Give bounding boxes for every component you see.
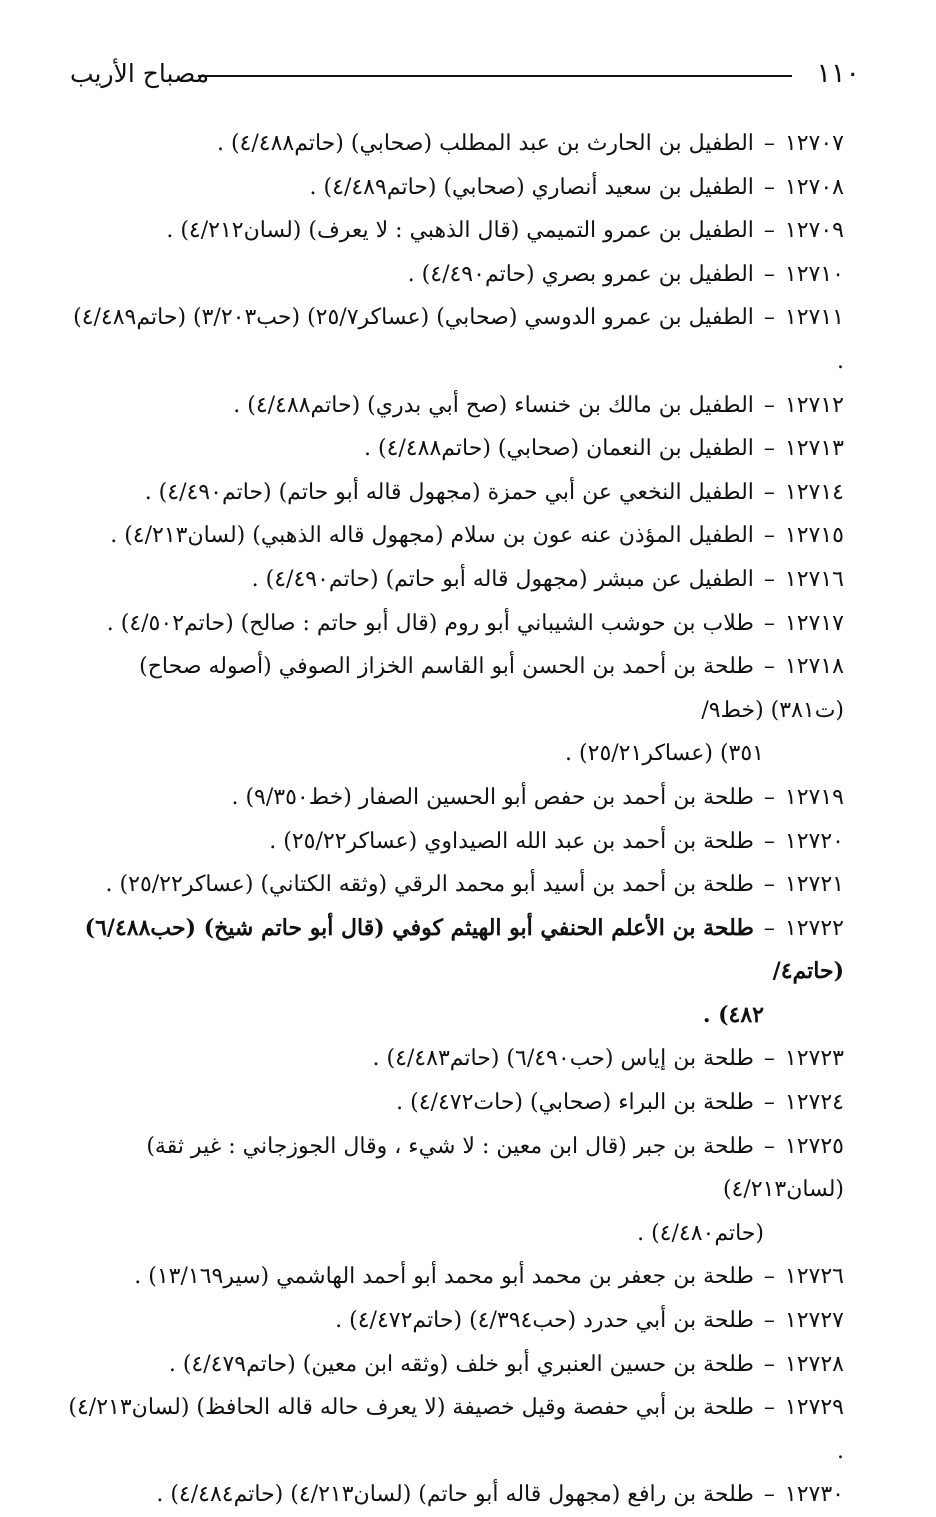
entry-number: ١٢٧٢٢ — [784, 915, 844, 941]
entry — [64, 1473, 844, 1517]
entry — [64, 1081, 844, 1125]
entry-number: ١٢٧٢٧ — [784, 1308, 844, 1334]
entry-dash: – — [763, 828, 775, 854]
entry — [64, 863, 844, 907]
entry-dash: – — [763, 915, 775, 941]
entry-text: طلحة بن حسين العنبري أبو خلف (وثقه ابن معين) (حاتم٤/٤٧٩) . — [168, 1351, 754, 1377]
entry-dash: – — [763, 218, 775, 244]
entry-number: ١٢٧٢١ — [784, 872, 844, 898]
entry-number: ١٢٧١٥ — [784, 523, 844, 549]
entry-dash: – — [763, 523, 775, 549]
entry — [64, 1299, 844, 1343]
entry — [64, 645, 844, 732]
entry-text: طلحة بن الأعلم الحنفي أبو الهيثم كوفي (قال أبو حاتم شيخ) (حب٦/٤٨٨) (حاتم٤/ — [84, 914, 844, 985]
entry-text: الطفيل بن عمرو بصري (حاتم٤/٤٩٠) . — [407, 261, 754, 287]
entry-dash: – — [763, 566, 775, 592]
entry — [64, 514, 844, 558]
entry — [64, 602, 844, 646]
entry-text: طلحة بن جبر (قال ابن معين : لا شيء ، وقال الجوزجاني : غير ثقة) (لسان٤/٢١٣) — [146, 1133, 844, 1203]
entry-number: ١٢٧١٩ — [784, 784, 844, 810]
entry — [64, 166, 844, 210]
entry-dash: – — [763, 392, 775, 418]
entry-dash: – — [763, 784, 775, 810]
entry-continuation: ٣٥١) (عساكر٢٥/٢١) . — [565, 741, 764, 767]
entry-dash: – — [763, 654, 775, 680]
entry-dash: – — [763, 131, 775, 156]
entry-dash: – — [763, 261, 775, 287]
entry-dash: – — [763, 872, 775, 898]
entry-number: ١٢٧٢٥ — [784, 1133, 844, 1159]
entry — [64, 820, 844, 864]
page-header — [70, 52, 860, 96]
entry-text: طلحة بن أحمد بن حفص أبو الحسين الصفار (خط٩/٣٥٠) . — [231, 784, 754, 810]
entry-number: ١٢٧٢٨ — [784, 1351, 844, 1377]
entry — [64, 427, 844, 471]
entry-text: طلحة بن أحمد بن أسيد أبو محمد الرقي (وثقه الكتاني) (عساكر٢٥/٢٢) . — [105, 872, 754, 898]
entry-number: ١٢٧٠٨ — [784, 174, 844, 200]
entry-dash: – — [763, 1046, 775, 1072]
entry — [64, 122, 844, 166]
entry-text: الطفيل عن مبشر (مجهول قاله أبو حاتم) (حاتم٤/٤٩٠) . — [251, 566, 754, 592]
book-title: مصباح الأريب — [70, 59, 210, 88]
entry-text: طلحة بن أبي حفصة وقيل خصيفة (لا يعرف حاله قاله الحافظ) (لسان٤/٢١٣) . — [68, 1395, 844, 1464]
entry-text: طلحة بن أحمد بن عبد الله الصيداوي (عساكر٢٥/٢٢) . — [269, 828, 754, 854]
entry-number: ١٢٧٢٤ — [784, 1090, 844, 1116]
entry-number: ١٢٧٢٠ — [784, 828, 844, 854]
entry-number: ١٢٧٢٣ — [784, 1046, 844, 1072]
entry — [64, 1255, 844, 1299]
entry-text: طلحة بن إياس (حب٦/٤٩٠) (حاتم٤/٤٨٣) . — [372, 1046, 754, 1072]
entry-text: طلحة بن جعفر بن محمد أبو محمد أبو أحمد الهاشمي (سير١٣/١٦٩) . — [134, 1264, 754, 1290]
entry-continuation: ٤٨٢) . — [702, 1001, 764, 1028]
entry-dash: – — [763, 1090, 775, 1116]
entry-number: ١٢٧١٨ — [784, 654, 844, 680]
entry-number: ١٢٧٢٦ — [784, 1264, 844, 1290]
entry-text: طلاب بن حوشب الشيباني أبو روم (قال أبو حاتم : صالح) (حاتم٤/٥٠٢) . — [106, 610, 754, 636]
entry — [64, 471, 844, 515]
entry — [64, 1037, 844, 1081]
entry — [64, 296, 844, 383]
entry-dash: – — [763, 305, 775, 331]
header-rule — [198, 75, 792, 77]
entry-continuation: (حاتم٤/٤٨٠) . — [637, 1220, 764, 1246]
entry — [64, 1343, 844, 1387]
entry-dash: – — [763, 1482, 775, 1508]
entry-number: ١٢٧١٤ — [784, 479, 844, 505]
entry-text: الطفيل بن عمرو الدوسي (صحابي) (عساكر٢٥/٧) (حب٣/٢٠٣) (حاتم٤/٤٨٩) . — [73, 305, 844, 374]
entry — [64, 253, 844, 297]
entry-number: ١٢٧١٢ — [784, 392, 844, 418]
entry-text: الطفيل النخعي عن أبي حمزة (مجهول قاله أبو حاتم) (حاتم٤/٤٩٠) . — [144, 479, 754, 505]
entry — [64, 1386, 844, 1473]
entry-number: ١٢٧١٦ — [784, 566, 844, 592]
entry-text: الطفيل بن الحارث بن عبد المطلب (صحابي) (حاتم٤/٤٨٨) . — [216, 131, 754, 156]
entry-text: طلحة بن أحمد بن الحسن أبو القاسم الخزاز الصوفي (أصوله صحاح) (ت٣٨١) (خط٩/ — [139, 654, 844, 723]
entry-dash: – — [763, 1133, 775, 1159]
entry-number: ١٢٧١٠ — [784, 261, 844, 287]
entry-dash: – — [763, 174, 775, 200]
entry-text: الطفيل بن مالك بن خنساء (صح أبي بدري) (حاتم٤/٤٨٨) . — [233, 392, 754, 418]
entry-dash: – — [763, 436, 775, 462]
entry-dash: – — [763, 1395, 775, 1421]
entry-number: ١٢٧٠٩ — [784, 218, 844, 244]
entry — [64, 209, 844, 253]
entry-number: ١٢٧٣٠ — [784, 1482, 844, 1508]
entry-text: طلحة بن أبي حدرد (حب٤/٣٩٤) (حاتم٤/٤٧٢) . — [335, 1308, 754, 1334]
entry — [64, 384, 844, 428]
entry-text: طلحة بن البراء (صحابي) (حات٤/٤٧٢) . — [396, 1090, 754, 1116]
entry-text: الطفيل بن عمرو التميمي (قال الذهبي : لا يعرف) (لسان٤/٢١٢) . — [166, 218, 754, 244]
entry-list — [64, 122, 844, 1517]
entry — [64, 776, 844, 820]
entry-number: ١٢٧٠٧ — [784, 131, 844, 156]
entry-number: ١٢٧١٣ — [784, 436, 844, 462]
entry-dash: – — [763, 1308, 775, 1334]
entry — [64, 1125, 844, 1212]
entry-dash: – — [763, 610, 775, 636]
entry — [64, 558, 844, 602]
entry-text: الطفيل بن النعمان (صحابي) (حاتم٤/٤٨٨) . — [364, 436, 754, 462]
entry-dash: – — [763, 1264, 775, 1290]
entry-text: طلحة بن رافع (مجهول قاله أبو حاتم) (لسان٤/٢١٣) (حاتم٤/٤٨٤) . — [156, 1482, 754, 1508]
page-number: ١١٠ — [816, 58, 860, 89]
entry-dash: – — [763, 479, 775, 505]
entry-text: الطفيل بن سعيد أنصاري (صحابي) (حاتم٤/٤٨٩) . — [309, 174, 754, 200]
entry-dash: – — [763, 1351, 775, 1377]
entry-number: ١٢٧١١ — [784, 305, 844, 331]
entry-text: الطفيل المؤذن عنه عون بن سلام (مجهول قاله الذهبي) (لسان٤/٢١٣) . — [110, 523, 754, 549]
entry-number: ١٢٧٢٩ — [784, 1395, 844, 1421]
entry-number: ١٢٧١٧ — [784, 610, 844, 636]
entry — [64, 907, 844, 994]
